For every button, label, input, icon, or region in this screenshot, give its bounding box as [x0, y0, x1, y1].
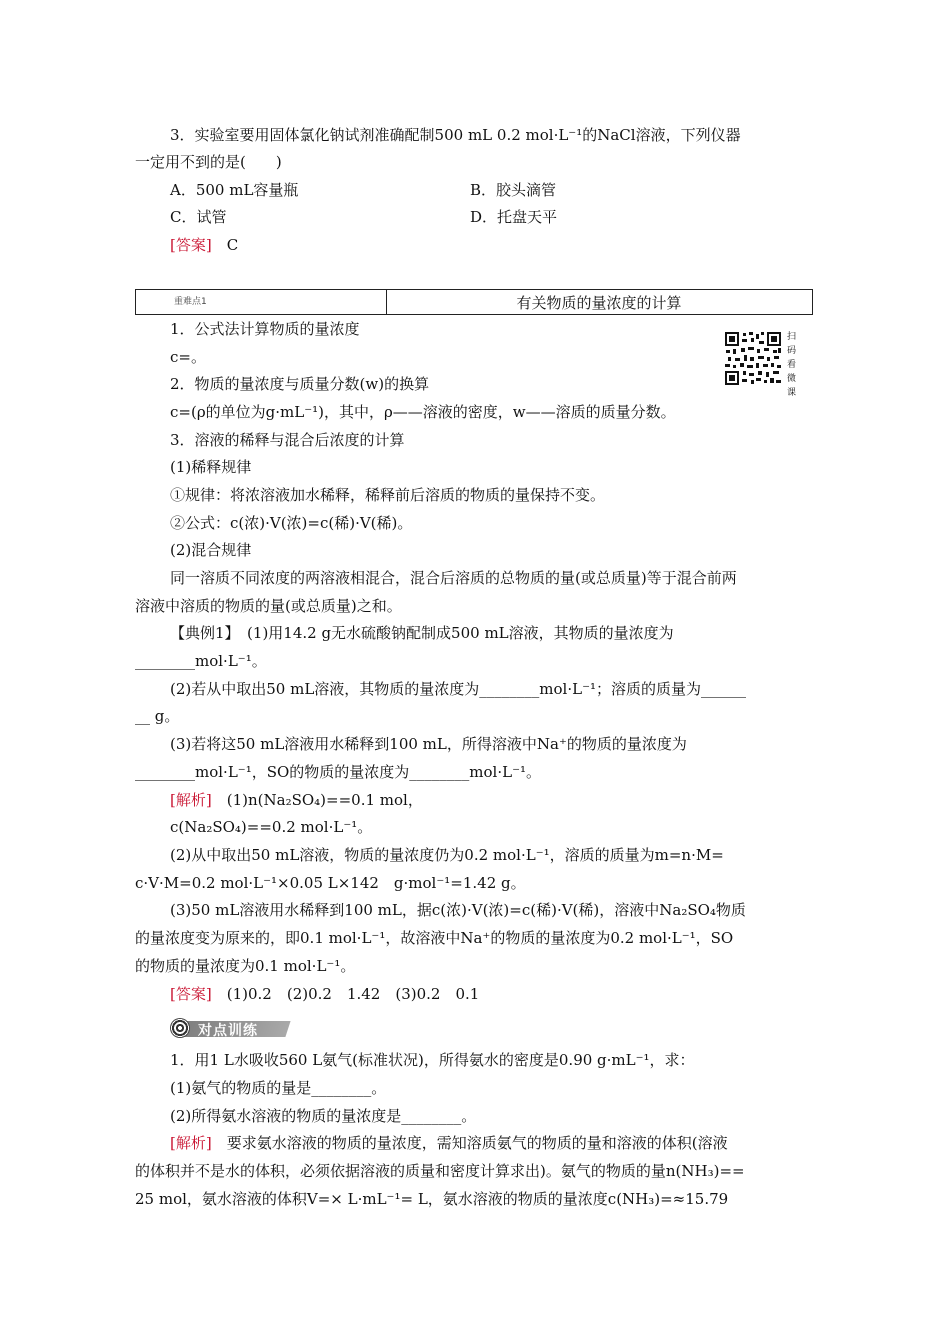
q3-option-a: A．500 mL容量瓶 — [170, 181, 299, 199]
target-icon — [170, 1018, 190, 1038]
practice-line-3: (2)所得氨水溶液的物质的量浓度是________。 — [170, 1107, 477, 1125]
example-analysis-line-7: 的物质的量浓度为0.1 mol·L⁻¹。 — [135, 957, 356, 975]
theory-line-2: c=。 — [170, 348, 206, 366]
theory-line-3: 2．物质的量浓度与质量分数(w)的换算 — [170, 375, 430, 393]
theory-line-8: ②公式：c(浓)·V(浓)=c(稀)·V(稀)。 — [170, 514, 413, 532]
example-analysis-line-1 — [170, 790, 423, 810]
practice-banner — [170, 1018, 288, 1040]
example-analysis-line-2: c(Na₂SO₄)==0.2 mol·L⁻¹。 — [170, 818, 373, 836]
theory-line-7: ①规律：将浓溶液加水稀释，稀释前后溶质的物质的量保持不变。 — [170, 486, 606, 504]
analysis-tag: [解析] — [170, 1134, 212, 1152]
practice-analysis-line-2: 的体积并不是水的体积，必须依据溶液的质量和密度计算求出)。氨气的物质的量n(NH₃)== — [135, 1162, 745, 1180]
section-label: 重难点1 — [174, 297, 207, 307]
example-analysis-line-6: 的量浓度变为原来的，即0.1 mol·L⁻¹，故溶液中Na⁺的物质的量浓度为0.2 mol·L⁻¹，SO — [135, 929, 734, 947]
example-analysis-line-5: (3)50 mL溶液用水稀释到100 mL，据c(浓)·V(浓)=c(稀)·V(稀)，溶液中Na₂SO₄物质 — [170, 901, 746, 919]
theory-line-6: (1)稀释规律 — [170, 458, 252, 476]
example-analysis-line-4: c·V·M=0.2 mol·L⁻¹×0.05 L×142 g·mol⁻¹=1.42 g。 — [135, 874, 526, 892]
theory-line-11: 溶液中溶质的物质的量(或总质量)之和。 — [135, 597, 402, 615]
example-line-1: 【典例1】 (1)用14.2 g无水硫酸钠配制成500 mL溶液，其物质的量浓度为 — [170, 624, 674, 642]
section-title: 有关物质的量浓度的计算 — [516, 294, 682, 312]
practice-line-1: 1．用1 L水吸收560 L氨气(标准状况)，所得氨水的密度是0.90 g·mL⁻¹，求： — [170, 1051, 695, 1069]
example-analysis-line-3: (2)从中取出50 mL溶液，物质的量浓度仍为0.2 mol·L⁻¹，溶质的质量为m=n·M= — [170, 846, 724, 864]
banner-title: 对点训练 — [198, 1023, 258, 1039]
answer-value: (1)0.2 (2)0.2 1.42 (3)0.2 0.1 — [226, 985, 480, 1003]
qr-code-icon[interactable] — [723, 330, 783, 387]
theory-line-9: (2)混合规律 — [170, 541, 252, 559]
q3-option-b: B．胶头滴管 — [470, 181, 557, 199]
q3-answer — [170, 235, 238, 255]
q3-stem-line2: 一定用不到的是( ) — [135, 153, 282, 171]
example-line-4: __ g。 — [135, 707, 180, 725]
example-line-6: ________mol·L⁻¹，SO的物质的量浓度为________mol·L⁻¹。 — [135, 763, 541, 781]
section-label-cell — [136, 290, 387, 314]
example-answer — [170, 984, 479, 1004]
example-line-5: (3)若将这50 mL溶液用水稀释到100 mL，所得溶液中Na⁺的物质的量浓度为 — [170, 735, 687, 753]
analysis-tag: [解析] — [170, 791, 212, 809]
theory-line-4: c=(ρ的单位为g·mL⁻¹)，其中，ρ——溶液的密度，w——溶质的质量分数。 — [170, 403, 676, 421]
q3-option-c: C．试管 — [170, 208, 227, 226]
section-header — [135, 289, 813, 315]
theory-line-5: 3．溶液的稀释与混合后浓度的计算 — [170, 431, 405, 449]
theory-line-1: 1．公式法计算物质的量浓度 — [170, 320, 360, 338]
qr-caption: 扫码看微课 — [787, 332, 797, 398]
practice-line-2: (1)氨气的物质的量是________。 — [170, 1079, 387, 1097]
q3-stem-line1: 3．实验室要用固体氯化钠试剂准确配制500 mL 0.2 mol·L⁻¹的NaCl溶液，下列仪器 — [170, 126, 741, 144]
answer-value: C — [226, 236, 239, 254]
analysis-text: 要求氨水溶液的物质的量浓度，需知溶质氨气的物质的量和溶液的体积(溶液 — [211, 1134, 728, 1152]
practice-analysis-line-3: 25 mol，氨水溶液的体积V=× L·mL⁻¹= L，氨水溶液的物质的量浓度c(NH₃)=≈15.79 — [135, 1190, 729, 1208]
example-line-2: ________mol·L⁻¹。 — [135, 652, 267, 670]
example-line-3: (2)若从中取出50 mL溶液，其物质的量浓度为________mol·L⁻¹；溶质的质量为______ — [170, 680, 747, 698]
analysis-text: (1)n(Na₂SO₄)==0.1 mol， — [226, 791, 423, 809]
theory-line-10: 同一溶质不同浓度的两溶液相混合，混合后溶质的总物质的量(或总质量)等于混合前两 — [170, 569, 737, 587]
practice-analysis-line-1 — [170, 1133, 728, 1153]
answer-tag: [答案] — [170, 985, 212, 1003]
q3-option-d: D．托盘天平 — [470, 208, 558, 226]
answer-tag: [答案] — [170, 236, 212, 254]
